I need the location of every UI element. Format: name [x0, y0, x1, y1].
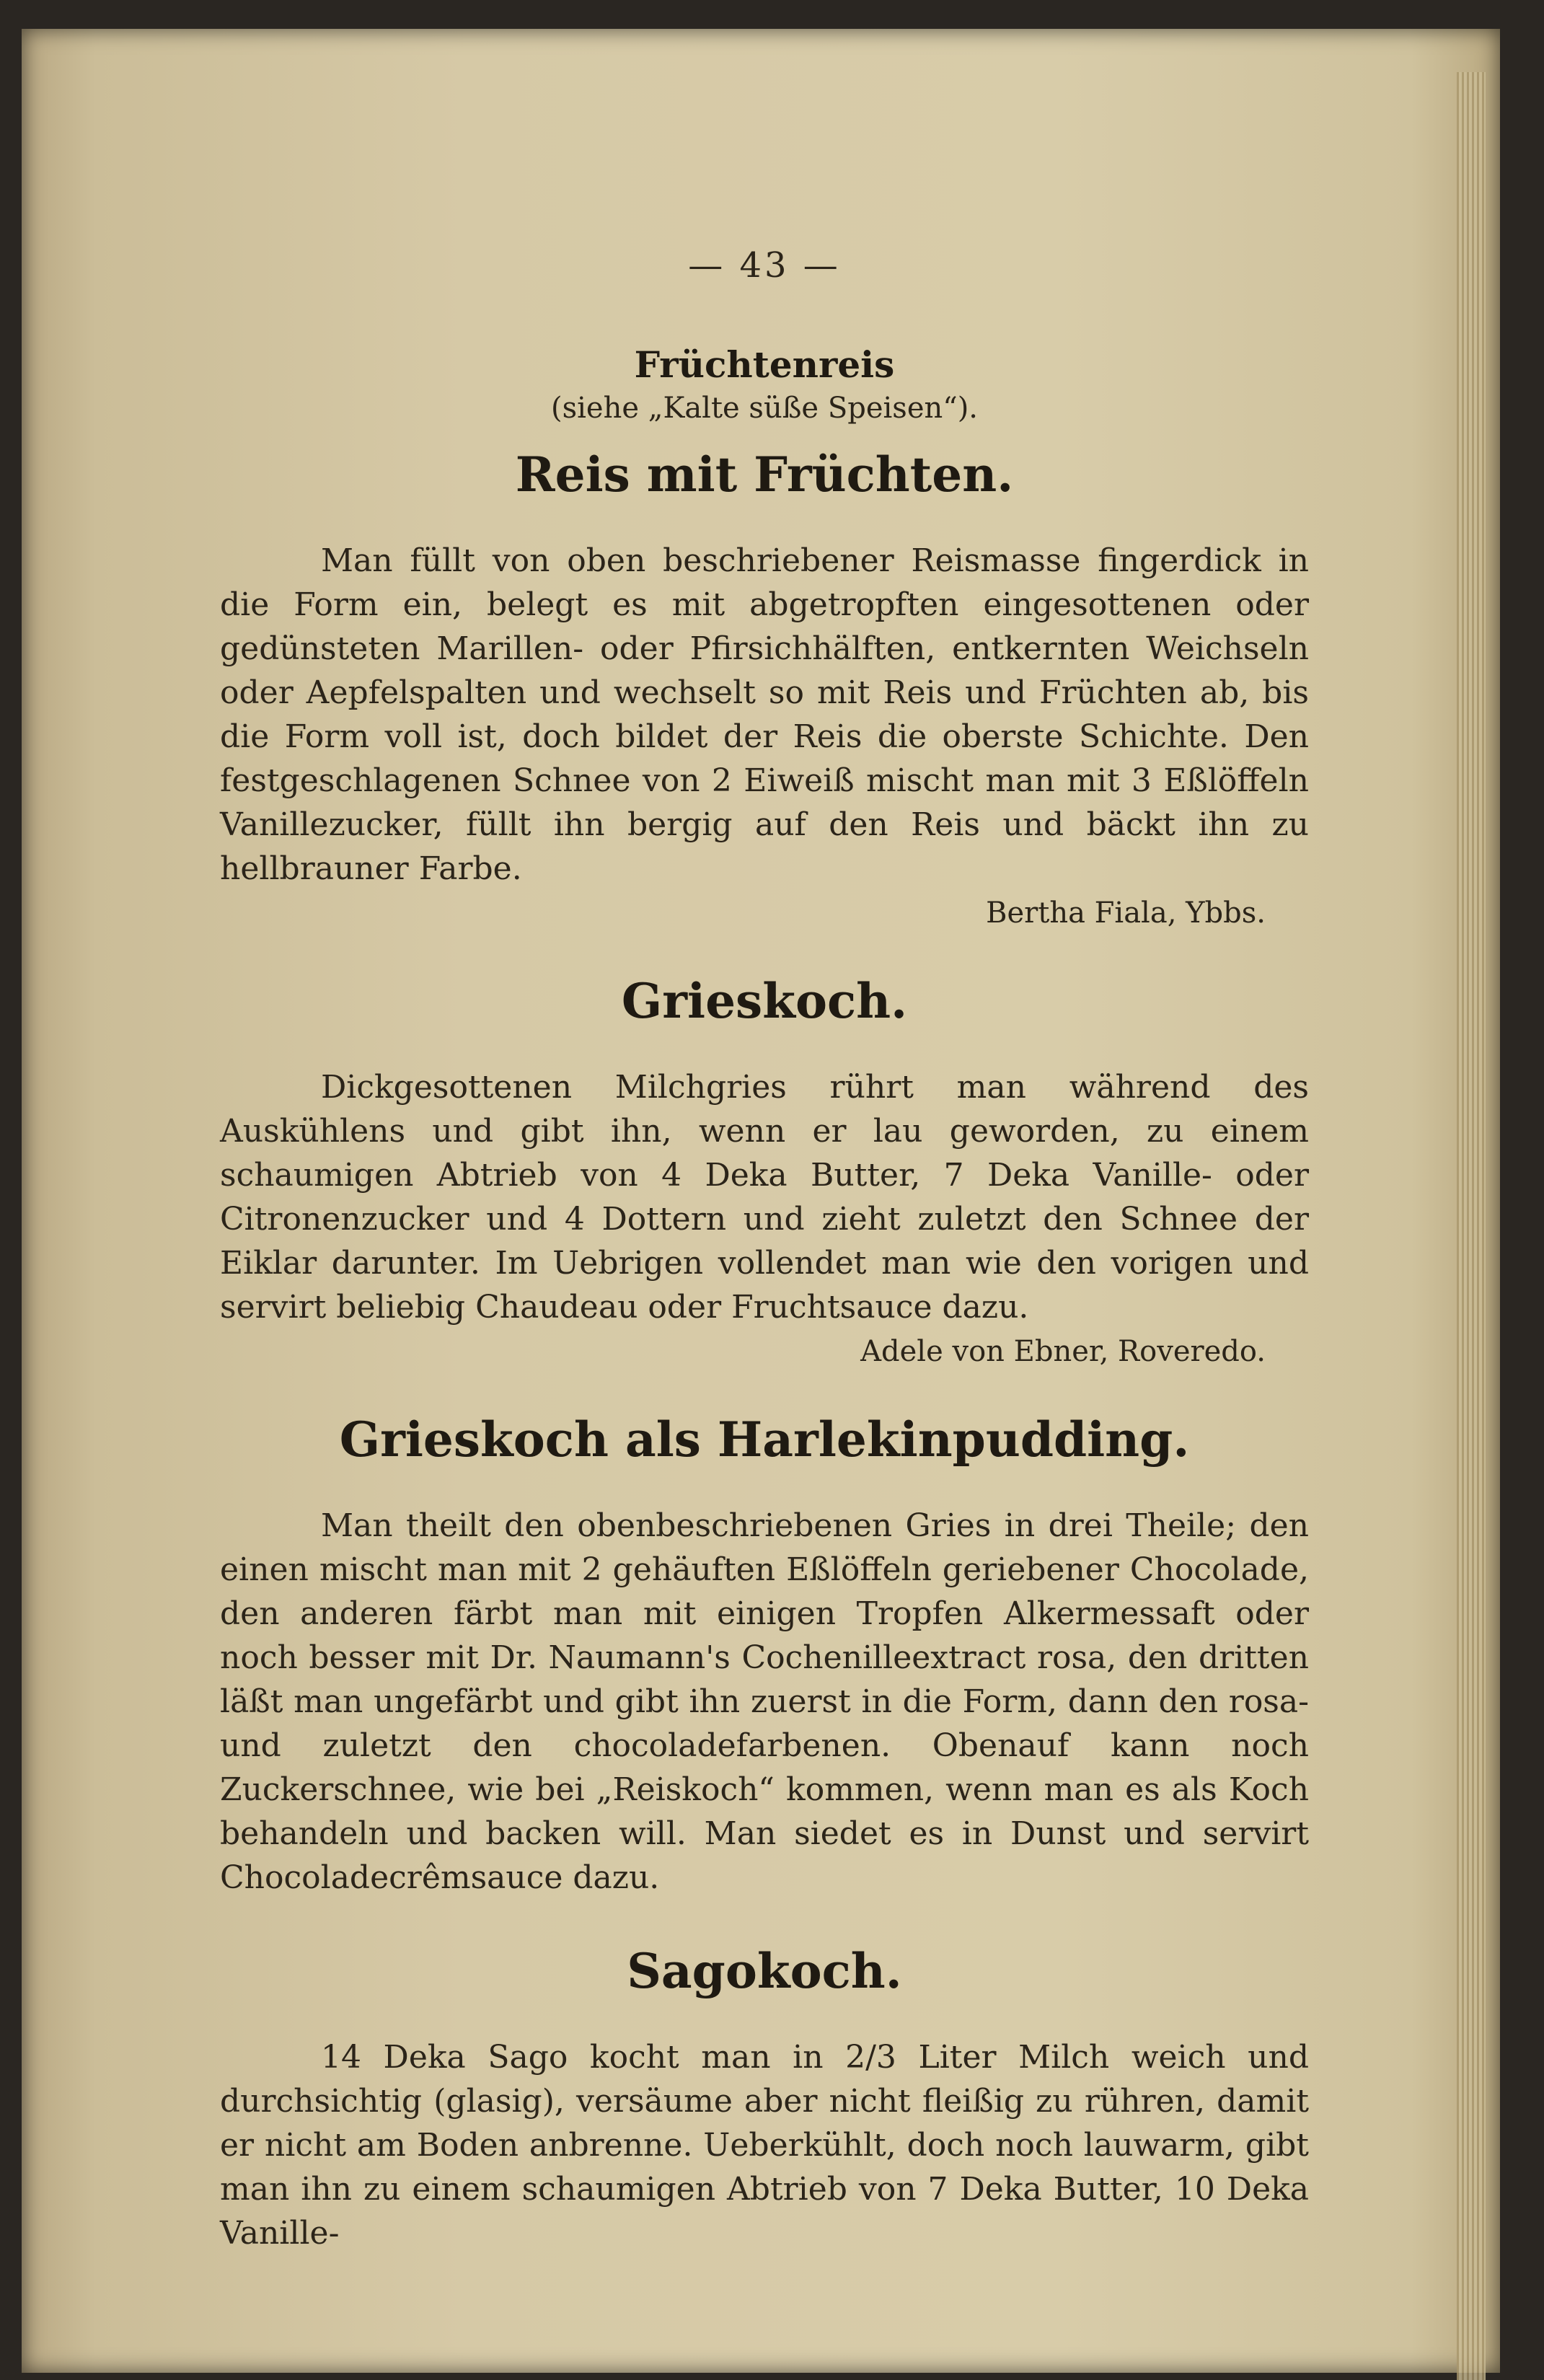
- body-grieskoch: Dickgesottenen Milchgries rührt man während des Auskühlens und gibt ihn, wenn er lau geworden, zu einem schaumigen Abtrieb von 4 Deka Butter, 7 Deka Vanille- oder Citronenzucker und 4 Dottern und zieht zuletzt den Schnee der Eiklar darunter. Im Uebrigen vollendet man wie den vorigen und servirt beliebig Chaudeau oder Fruchtsauce dazu.: [220, 1069, 1309, 1326]
- subtitle-fruechtenreis: (siehe „Kalte süße Speisen“).: [550, 392, 979, 425]
- book-page: [22, 29, 1500, 2373]
- title-reis-mit-fruechten: Reis mit Früchten.: [515, 446, 1014, 503]
- page-number: — 43 —: [688, 245, 841, 286]
- body-reis-mit-fruechten: Man füllt von oben beschriebener Reismasse fingerdick in die Form ein, belegt es mit abgetropften eingesottenen oder gedünsteten Marillen- oder Pfirsichhälften, entkernten Weichseln oder Aepfelspalten und wechselt so mit Reis und Früchten ab, bis die Form voll ist, doch bildet der Reis die oberste Schichte. Den festgeschlagenen Schnee von 2 Eiweiß mischt man mit 3 Eßlöffeln Vanillezucker, füllt ihn bergig auf den Reis und bäckt ihn zu hellbrauner Farbe.: [220, 542, 1309, 887]
- title-fruechtenreis: Früchtenreis: [634, 343, 895, 386]
- page-edge: [1457, 72, 1486, 2380]
- title-grieskoch-harlekin: Grieskoch als Harlekinpudding.: [339, 1411, 1190, 1468]
- page-content: [220, 245, 1309, 2255]
- signature-reis-mit-fruechten: Bertha Fiala, Ybbs.: [986, 896, 1266, 930]
- body-sagokoch: 14 Deka Sago kocht man in 2/3 Liter Milch weich und durchsichtig (glasig), versäume aber nicht fleißig zu rühren, damit er nicht am Boden anbrenne. Ueberkühlt, doch noch lauwarm, gibt man ihn zu einem schaumigen Abtrieb von 7 Deka Butter, 10 Deka Vanille-: [220, 2039, 1309, 2252]
- signature-grieskoch: Adele von Ebner, Roveredo.: [860, 1335, 1266, 1368]
- body-grieskoch-harlekin: Man theilt den obenbeschriebenen Gries in drei Theile; den einen mischt man mit 2 gehäuften Eßlöffeln geriebener Chocolade, den anderen färbt man mit einigen Tropfen Alkermessaft oder noch besser mit Dr. Naumann's Cochenilleextract rosa, den dritten läßt man ungefärbt und gibt ihn zuerst in die Form, dann den rosa- und zuletzt den chocoladefarbenen. Obenauf kann noch Zuckerschnee, wie bei „Reiskoch“ kommen, wenn man es als Koch behandeln und backen will. Man siedet es in Dunst und servirt Chocoladecrêmsauce dazu.: [220, 1507, 1309, 1896]
- title-sagokoch: Sagokoch.: [627, 1943, 902, 1999]
- title-grieskoch: Grieskoch.: [621, 973, 908, 1029]
